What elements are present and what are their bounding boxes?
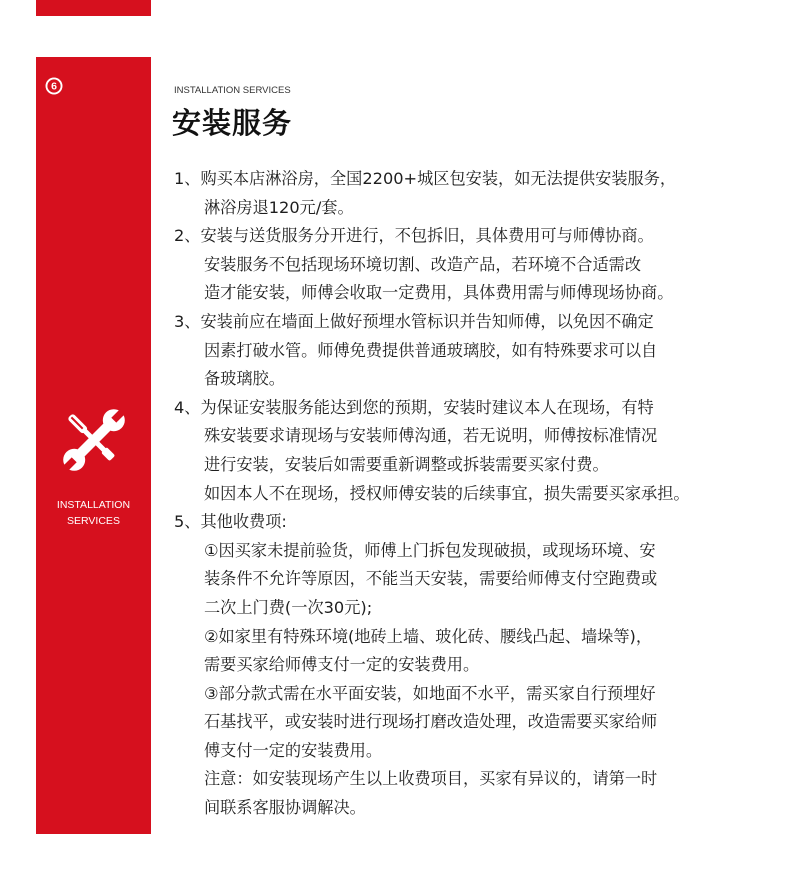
text-line: 注意：如安装现场产生以上收费项目，买家有异议的，请第一时 bbox=[204, 769, 658, 789]
text-line: 4、为保证安装服务能达到您的预期，安装时建议本人在现场，有特 bbox=[174, 397, 654, 417]
text-line: ①因买家未提前验货，师傅上门拆包发现破损，或现场环境、安 bbox=[204, 540, 656, 560]
text-line: 间联系客服协调解决。 bbox=[204, 798, 366, 818]
section-eyebrow: INSTALLATION SERVICES bbox=[174, 85, 291, 96]
top-accent-bar bbox=[36, 0, 151, 16]
sidebar-label bbox=[36, 497, 151, 529]
sidebar bbox=[36, 57, 151, 834]
text-line: 进行安装，安装后如需要重新调整或拆装需要买家付费。 bbox=[204, 454, 609, 474]
text-line: 装条件不允许等原因，不能当天安装，需要给师傅支付空跑费或 bbox=[204, 569, 658, 589]
text-line: 安装服务不包括现场环境切割、改造产品，若环境不合适需改 bbox=[204, 254, 642, 274]
page-title: 安装服务 bbox=[172, 106, 293, 140]
text-line: 3、安装前应在墙面上做好预埋水管标识并告知师傅，以免因不确定 bbox=[174, 311, 654, 331]
text-line: 需要买家给师傅支付一定的安装费用。 bbox=[204, 655, 480, 675]
section-number-badge bbox=[45, 77, 63, 95]
text-line: ③部分款式需在水平面安装，如地面不水平，需买家自行预埋好 bbox=[204, 683, 656, 703]
text-line: 1、购买本店淋浴房，全国2200+城区包安装，如无法提供安装服务， bbox=[174, 169, 677, 188]
text-line: 5、其他收费项: bbox=[174, 512, 287, 532]
text-line: 备玻璃胶。 bbox=[204, 369, 285, 389]
text-line: 二次上门费(一次30元); bbox=[204, 597, 373, 617]
text-line: 因素打破水管。师傅免费提供普通玻璃胶，如有特殊要求可以自 bbox=[204, 340, 658, 360]
wrench-screwdriver-icon bbox=[56, 402, 132, 478]
text-line: 傅支付一定的安装费用。 bbox=[204, 740, 383, 760]
section-number: 6 bbox=[51, 80, 57, 93]
text-line: 2、安装与送货服务分开进行，不包拆旧，具体费用可与师傅协商。 bbox=[174, 226, 654, 246]
sidebar-label-line1: INSTALLATION bbox=[56, 499, 131, 511]
text-line: 殊安装要求请现场与安装师傅沟通，若无说明，师傅按标准情况 bbox=[204, 426, 658, 446]
text-line: 淋浴房退120元/套。 bbox=[204, 197, 354, 217]
text-line: 如因本人不在现场，授权师傅安装的后续事宜，损失需要买家承担。 bbox=[204, 483, 690, 503]
text-line: 造才能安装，师傅会收取一定费用，具体费用需与师傅现场协商。 bbox=[204, 283, 674, 303]
service-terms bbox=[174, 165, 786, 823]
text-line: ②如家里有特殊环境(地砖上墙、玻化砖、腰线凸起、墙垛等)， bbox=[204, 626, 653, 646]
sidebar-label-line2: SERVICES bbox=[67, 515, 120, 527]
text-line: 石基找平，或安装时进行现场打磨改造处理，改造需要买家给师 bbox=[204, 712, 658, 732]
